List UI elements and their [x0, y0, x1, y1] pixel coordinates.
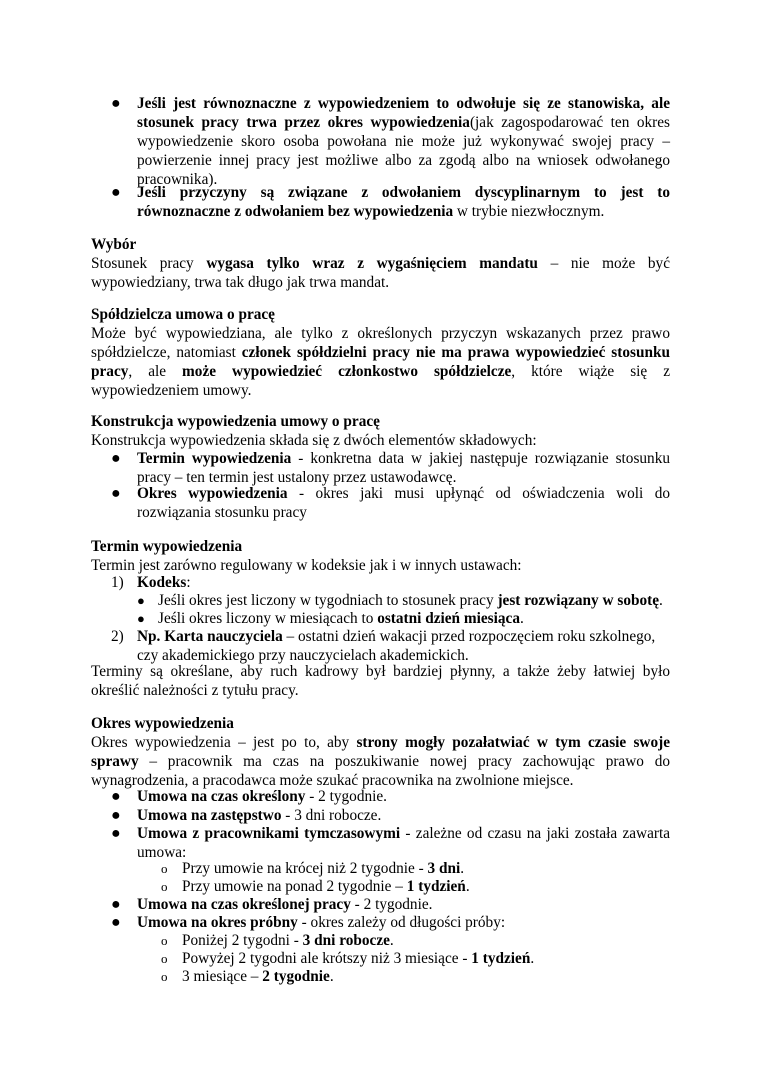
number-marker: 1) — [111, 574, 124, 591]
sub-list-item: o 3 miesiące – 2 tygodnie. — [161, 968, 334, 985]
bullet-marker: ● — [137, 593, 145, 608]
section-heading: Okres wypowiedzenia — [91, 715, 234, 732]
list-item: ● Termin wypowiedzenia - konkretna data w jakiej następuje rozwiązanie stosunku pracy – ten termin jest ustalony przez ustawodawcę. — [111, 450, 670, 486]
sub-list-item: o Przy umowie na ponad 2 tygodnie – 1 tydzień. — [161, 878, 470, 895]
number-marker: 2) — [111, 628, 124, 645]
bullet-marker: ● — [111, 807, 121, 824]
numbered-item: 1) Kodeks: — [111, 574, 191, 591]
list-item: ● Umowa na czas określonej pracy - 2 tygodnie. — [111, 896, 433, 913]
bullet-marker: ● — [137, 611, 145, 626]
list-item: ● Umowa na okres próbny - okres zależy od długości próby: — [111, 914, 506, 931]
list-item: ● Umowa z pracownikami tymczasowymi - zależne od czasu na jaki została zawarta umowa: — [111, 825, 671, 861]
section-heading: Spółdzielcza umowa o pracę — [91, 306, 275, 323]
paragraph: Okres wypowiedzenia – jest po to, aby strony mogły pozałatwiać w tym czasie swoje sprawy – pracownik ma czas na poszukiwanie nowej pracy zachowując prawo do wynagrodzenia, a pracodawca może szukać pracownika na zwolnione miejsce. — [91, 734, 671, 789]
text: (jak zagospodarować ten okres wypowiedzenie skoro osoba powołana nie może już wykonywać swojej pracy – powierzenie innej pracy jest możliwe albo za zgodą albo na wniosek odwołanego pracownika). — [137, 114, 670, 188]
bullet-marker: ● — [111, 450, 121, 467]
paragraph: Terminy są określane, aby ruch kadrowy był bardziej płynny, a także żeby łatwiej było określić należności z tytułu pracy. — [91, 663, 670, 699]
bold-text: Jeśli przyczyny są związane z odwołaniem dyscyplinarnym to jest to równoznaczne z odwołaniem bez wypowiedzenia — [137, 184, 670, 220]
bullet-marker: ● — [111, 788, 121, 805]
circle-marker: o — [161, 861, 168, 876]
circle-marker: o — [161, 933, 168, 948]
section-heading: Termin wypowiedzenia — [91, 538, 243, 555]
bullet-marker: ● — [111, 825, 121, 842]
list-item: ● Umowa na czas określony - 2 tygodnie. — [111, 788, 387, 805]
section-heading: Konstrukcja wypowiedzenia umowy o pracę — [91, 413, 380, 430]
numbered-item: 2) Np. Karta nauczyciela – ostatni dzień wakacji przed rozpoczęciem roku szkolnego, czy akademickiego przy nauczycielach akademickich. — [111, 628, 656, 664]
paragraph: Termin jest zarówno regulowany w kodeksie jak i w innych ustawach: — [91, 557, 522, 574]
bullet-marker: ● — [111, 95, 121, 112]
paragraph: Stosunek pracy wygasa tylko wraz z wygaśnięciem mandatu – nie może być wypowiedziany, trwa tak długo jak trwa mandat. — [91, 255, 670, 291]
circle-marker: o — [161, 951, 168, 966]
text: w trybie niezwłocznym. — [453, 203, 605, 220]
bullet-marker: ● — [111, 896, 121, 913]
sub-list-item: ● Jeśli okres jest liczony w tygodniach to stosunek pracy jest rozwiązany w sobotę. — [137, 592, 663, 609]
paragraph: Może być wypowiedziana, ale tylko z określonych przyczyn wskazanych przez prawo spółdzielcze, natomiast członek spółdzielni pracy nie ma prawa wypowiedzieć stosunku pracy, ale może wypowiedzieć członkostwo spółdzielcze, które wiąże się z wypowiedzeniem umowy. — [91, 325, 670, 399]
list-item: ● Umowa na zastępstwo - 3 dni robocze. — [111, 807, 382, 824]
sub-list-item: o Powyżej 2 tygodni ale krótszy niż 3 miesiące - 1 tydzień. — [161, 950, 535, 967]
paragraph: Konstrukcja wypowiedzenia składa się z dwóch elementów składowych: — [91, 432, 537, 449]
list-item — [111, 183, 670, 221]
circle-marker: o — [161, 969, 168, 984]
sub-list-item: ● Jeśli okres liczony w miesiącach to ostatni dzień miesiąca. — [137, 610, 524, 627]
bold-text: Jeśli jest równoznaczne z wypowiedzeniem to odwołuje się ze stanowiska, ale stosunek pracy trwa przez okres wypowiedzenia — [137, 95, 670, 131]
list-item — [111, 94, 670, 189]
sub-list-item: o Poniżej 2 tygodni - 3 dni robocze. — [161, 932, 394, 949]
bullet-marker: ● — [111, 914, 121, 931]
bullet-marker: ● — [111, 184, 121, 201]
sub-list-item: o Przy umowie na krócej niż 2 tygodnie - 3 dni. — [161, 860, 465, 877]
list-item: ● Okres wypowiedzenia - okres jaki musi upłynąć od oświadczenia woli do rozwiązania stosunku pracy — [111, 485, 670, 521]
section-heading: Wybór — [91, 236, 137, 253]
bullet-marker: ● — [111, 485, 121, 502]
circle-marker: o — [161, 879, 168, 894]
